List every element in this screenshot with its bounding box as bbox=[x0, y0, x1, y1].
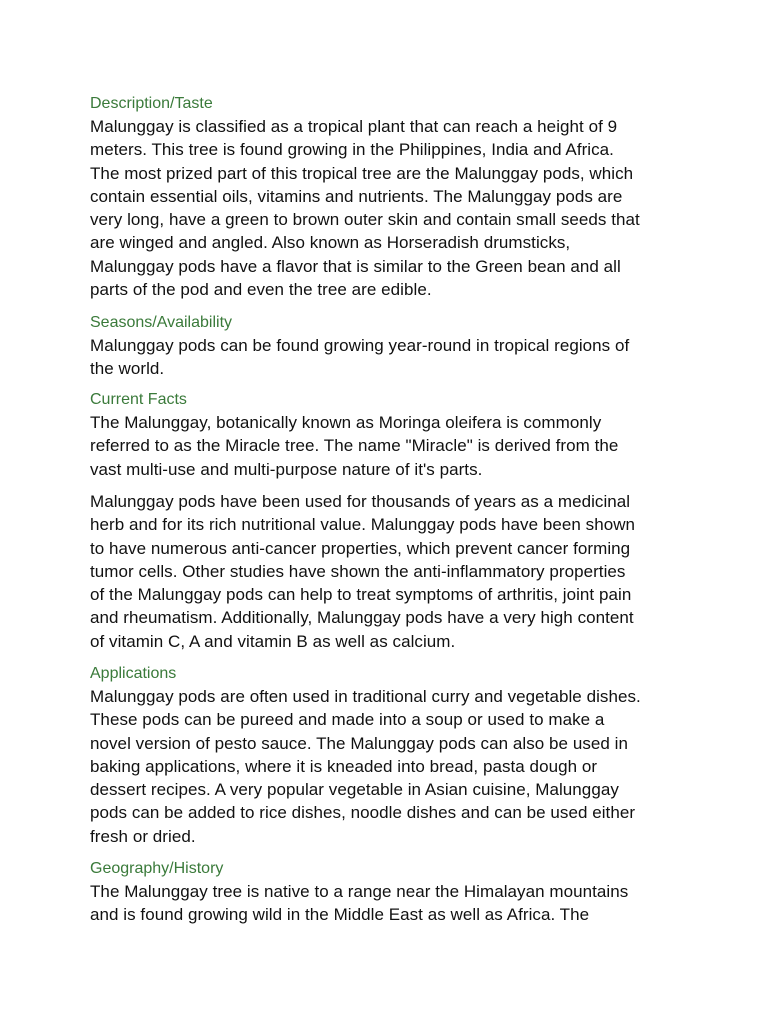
section-paragraph: The Malunggay, botanically known as Moringa oleifera is commonly referred to as the Miracle tree. The name "Miracle" is derived from the vast multi-use and multi-purpose nature of it's parts. bbox=[90, 413, 619, 479]
section-heading: Seasons/Availability bbox=[90, 314, 233, 331]
section-heading: Geography/History bbox=[90, 860, 224, 877]
section-geography-history bbox=[90, 859, 628, 927]
section-paragraph: The Malunggay tree is native to a range near the Himalayan mountains and is found growing wild in the Middle East as well as Africa. The bbox=[90, 882, 629, 925]
section-paragraph: Malunggay pods have been used for thousands of years as a medicinal herb and for its rich nutritional value. Malunggay pods have been shown to have numerous anti-cancer properties, which prevent cancer forming tumor cells. Other studies have shown the anti-inflammatory properties of the Malunggay pods can help to treat symptoms of arthritis, joint pain and rheumatism. Additionally, Malunggay pods have a very high content of vitamin C, A and vitamin B as well as calcium. bbox=[90, 492, 636, 651]
section-heading: Current Facts bbox=[90, 391, 187, 408]
section-seasons-availability bbox=[90, 313, 629, 381]
section-current-facts bbox=[90, 390, 618, 481]
section-paragraph: Malunggay is classified as a tropical plant that can reach a height of 9 meters. This tree is found growing in the Philippines, India and Africa. The most prized part of this tropical tree are the Malunggay pods, which contain essential oils, vitamins and nutrients. The Malunggay pods are very long, have a green to brown outer skin and contain small seeds that are winged and angled. Also known as Horseradish drumsticks, Malunggay pods have a flavor that is similar to the Green bean and all parts of the pod and even the tree are edible. bbox=[90, 117, 640, 300]
section-paragraph: Malunggay pods can be found growing year-round in tropical regions of the world. bbox=[90, 336, 630, 379]
section-applications bbox=[90, 664, 641, 848]
section-description-taste bbox=[90, 94, 640, 301]
section-heading: Description/Taste bbox=[90, 95, 213, 112]
section-paragraph: Malunggay pods are often used in traditional curry and vegetable dishes. These pods can be pureed and made into a soup or used to make a novel version of pesto sauce. The Malunggay pods can also be used in baking applications, where it is kneaded into bread, pasta dough or dessert recipes. A very popular vegetable in Asian cuisine, Malunggay pods can be added to rice dishes, noodle dishes and can be used either fresh or dried. bbox=[90, 687, 641, 846]
section-heading: Applications bbox=[90, 665, 177, 682]
